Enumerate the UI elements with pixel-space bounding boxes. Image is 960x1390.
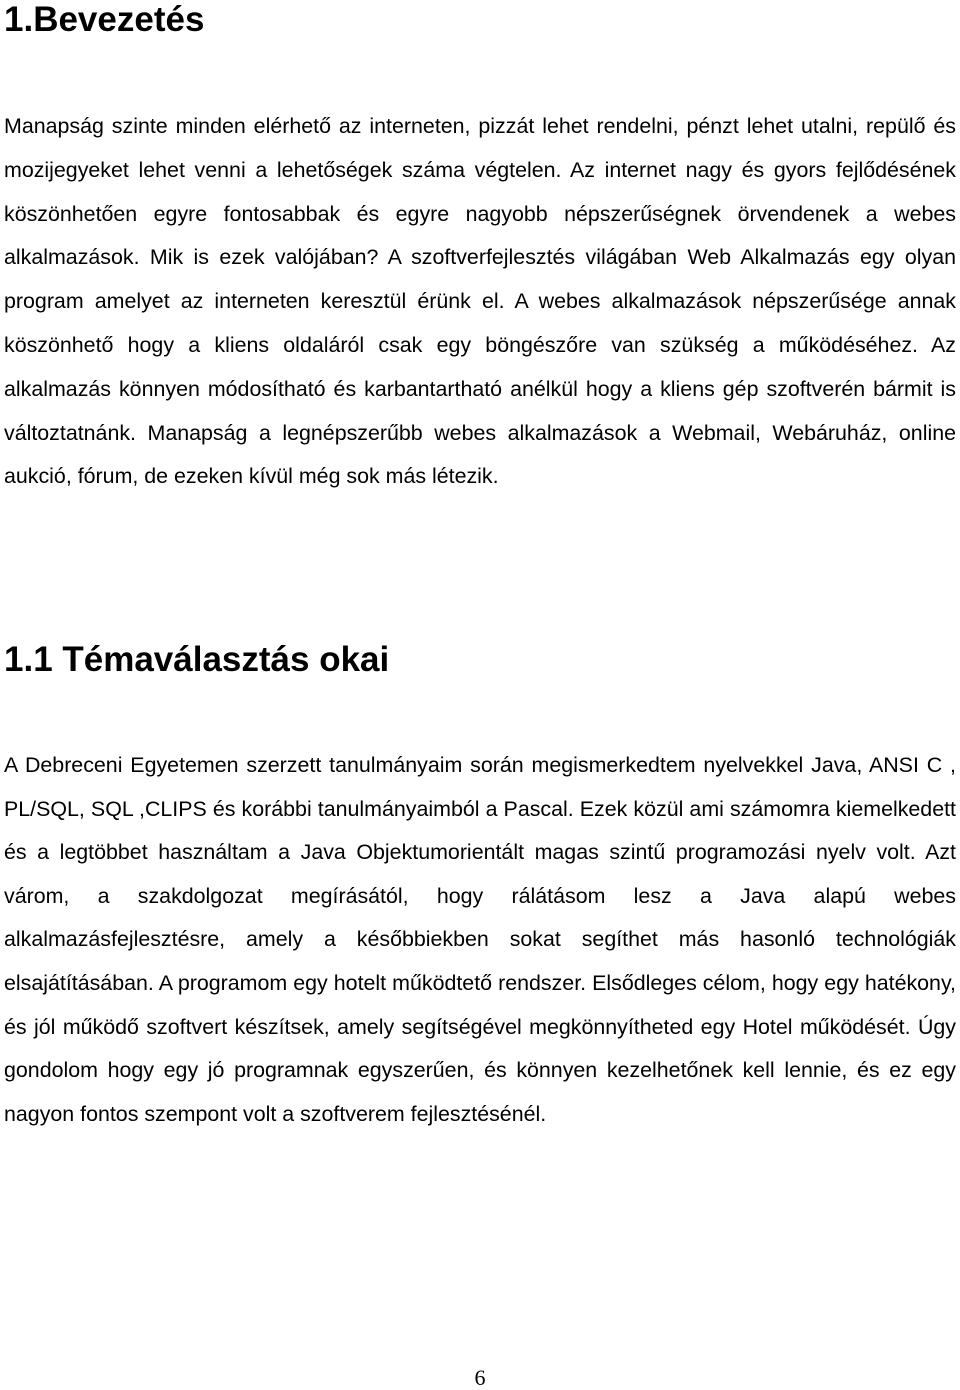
topic-reasons-paragraph: A Debreceni Egyetemen szerzett tanulmányaim során megismerkedtem nyelvekkel Java, ANSI C , PL/SQL, SQL ,CLIPS és korábbi tanulmányaimból a Pascal. Ezek közül ami számomra kiemelkedett és a legtöbbet használtam a Java Objektumorientált magas szintű programozási nyelv volt. Azt várom, a szakdolgozat megírásától, hogy rálátásom lesz a Java alapú webes alkalmazásfejlesztésre, amely a későbbiekben sokat segíthet más hasonló technológiák elsajátításában. A programom egy hotelt működtető rendszer. Elsődleges célom, hogy egy hatékony, és jól működő szoftvert készítsek, amely segítségével megkönnyítheted egy Hotel működését. Úgy gondolom hogy egy jó programnak egyszerűen, és könnyen kezelhetőnek kell lennie, és ez egy nagyon fontos szempont volt a szoftverem fejlesztésénél. xyxy=(4,753,956,1126)
subsection-heading: 1.1 Témaválasztás okai xyxy=(4,640,390,679)
introduction-paragraph: Manapság szinte minden elérhető az interneten, pizzát lehet rendelni, pénzt lehet utalni, repülő és mozijegyeket lehet venni a lehetőségek száma végtelen. Az internet nagy és gyors fejlődésének köszönhetően egyre fontosabbak és egyre nagyobb népszerűségnek örvendenek a webes alkalmazások. Mik is ezek valójában? A szoftverfejlesztés világában Web Alkalmazás egy olyan program amelyet az interneten keresztül érünk el. A webes alkalmazások népszerűsége annak köszönhető hogy a kliens oldaláról csak egy böngészőre van szükség a működéséhez. Az alkalmazás könnyen módosítható és karbantartható anélkül hogy a kliens gép szoftverén bármit is változtatnánk. Manapság a legnépszerűbb webes alkalmazások a Webmail, Webáruház, online aukció, fórum, de ezeken kívül még sok más létezik. xyxy=(4,114,956,489)
page-number: 6 xyxy=(474,1365,486,1390)
section-heading: 1.Bevezetés xyxy=(4,0,205,39)
